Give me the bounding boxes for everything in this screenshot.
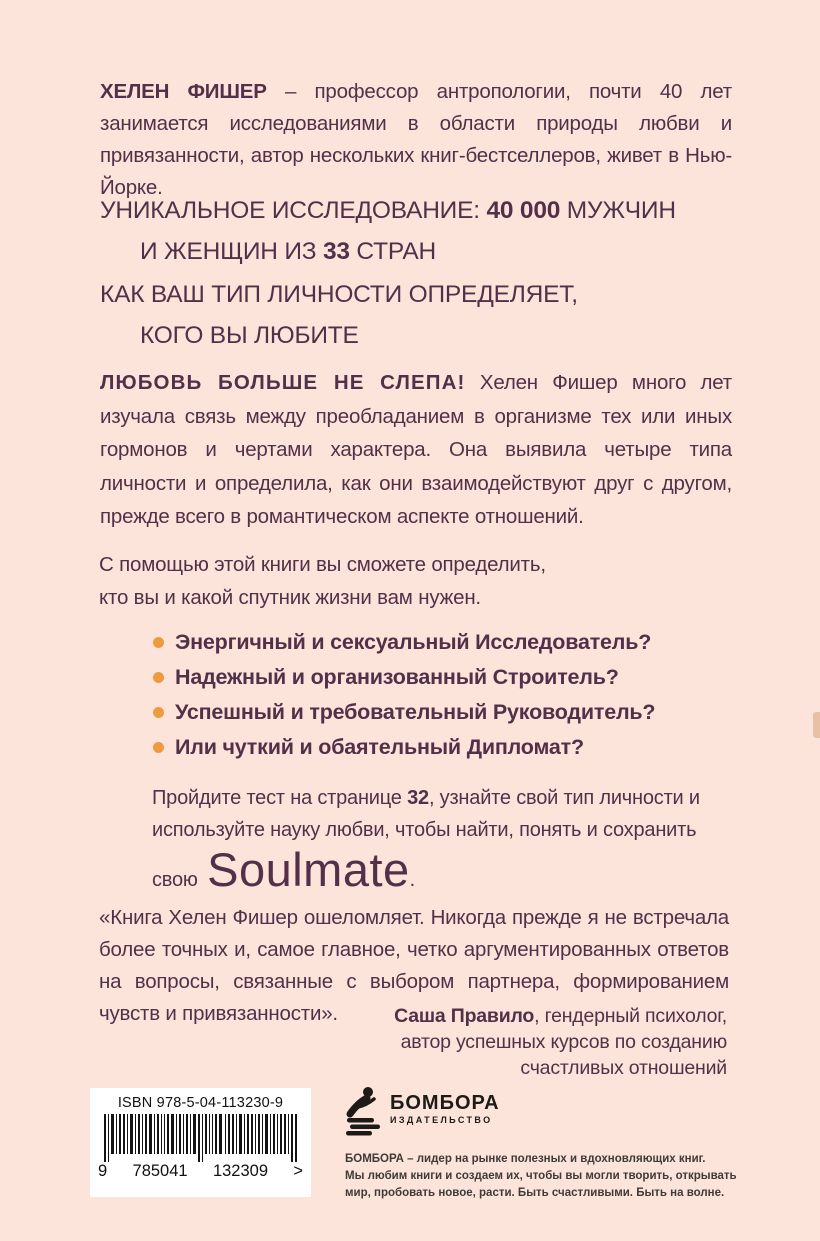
reviewer-quote: «Книга Хелен Фишер ошеломляет. Никогда прежде я не встречала более точных и, самое главное, четко аргументированных ответов на вопросы, связанные с выбором партнера, формированием чувств и привязанности». [99,906,729,1025]
test-invite-text: , узнайте свой тип личности и используйте науку любви, чтобы найти, понять и сохранить свою [152,787,700,891]
book-help-line1: С помощью этой книги вы сможете определить, [99,553,546,576]
love-paragraph [100,366,732,534]
publisher-description-line: БОМБОРА – лидер на рынке полезных и вдохновляющих книг. [345,1153,706,1165]
reviewer-attribution [100,1003,727,1081]
personality-headline [100,274,578,356]
test-invite-text: Пройдите тест на странице [152,787,408,809]
bullet-dot-icon [153,707,164,718]
publisher-description-line: Мы любим книги и создаем их, чтобы вы могли творить, открывать [345,1170,737,1182]
barcode-digit-left: 9 [98,1162,108,1180]
bullet-item [153,625,655,660]
research-headline-text: УНИКАЛЬНОЕ ИССЛЕДОВАНИЕ: [100,197,487,224]
research-headline-text: СТРАН [349,238,437,265]
research-headline-line2 [100,231,676,272]
research-count-men: 40 000 [486,197,561,224]
page-edge-mark [813,712,820,738]
research-headline-text: И ЖЕНЩИН ИЗ [140,238,323,265]
bullet-label: Успешный и требовательный Руководитель? [175,700,656,724]
bombora-surfer-icon [345,1086,381,1141]
author-bio [100,76,732,204]
barcode-digit-group: 785041 [132,1162,188,1180]
isbn-label: ISBN 978-5-04-113230-9 [117,1095,284,1111]
publisher-description-line: мир, пробовать новое, расти. Быть счастливыми. Быть на волне. [345,1187,725,1199]
barcode-arrow: > [293,1162,303,1180]
research-headline [100,190,676,272]
personality-headline-line2: КОГО ВЫ ЛЮБИТЕ [140,322,359,349]
love-lead-text: ЛЮБОВЬ БОЛЬШЕ НЕ СЛЕПА! [100,371,466,394]
bullet-label: Энергичный и сексуальный Исследователь? [175,630,652,654]
publisher-description [345,1151,745,1202]
book-help-paragraph [99,548,546,614]
personality-bullet-list [153,625,655,765]
publisher-name: БОМБОРА [390,1092,500,1114]
soulmate-word: Soulmate [207,843,410,896]
personality-headline-line1: КАК ВАШ ТИП ЛИЧНОСТИ ОПРЕДЕЛЯЕТ, [100,281,578,308]
research-headline-text: МУЖЧИН [560,197,676,224]
bullet-item [153,660,655,695]
reviewer-name: Саша Правило [394,1005,535,1027]
publisher-logo-text [390,1086,500,1125]
reviewer-role: , гендерный психолог, [534,1005,727,1027]
research-count-countries: 33 [322,238,350,265]
book-help-line2: кто вы и какой спутник жизни вам нужен. [99,586,481,609]
test-invite-paragraph [152,782,730,896]
attribution-line2: автор успешных курсов по созданию [400,1031,727,1053]
bullet-dot-icon [153,637,164,648]
author-name: ХЕЛЕН ФИШЕР [100,80,267,103]
attribution-line1 [100,1003,727,1029]
bullet-label: Или чуткий и обаятельный Дипломат? [175,735,584,759]
publisher-subtitle: ИЗДАТЕЛЬСТВО [390,1115,493,1125]
soulmate-period: . [409,869,416,891]
bullet-dot-icon [153,672,164,683]
love-body-text: Хелен Фишер много лет изучала связь между преобладанием в организме тех или иных гормонов и чертами характера. Она выявила четыре типа личности и определила, как они взаимодействуют друг с другом, прежде всего в романтическом аспекте отношений. [100,371,732,528]
barcode-bars [104,1114,297,1162]
bullet-item [153,730,655,765]
bullet-label: Надежный и организованный Строитель? [175,665,619,689]
research-headline-line1 [100,190,676,231]
barcode [90,1088,311,1197]
attribution-line3: счастливых отношений [520,1057,727,1079]
barcode-digit-group: 132309 [212,1162,268,1180]
bullet-dot-icon [153,742,164,753]
publisher-logo [345,1086,745,1141]
bullet-item [153,695,655,730]
publisher-block [345,1086,745,1202]
author-bio-text: – профессор антропологии, почти 40 лет занимается исследованиями в области природы любви и привязанности, автор нескольких книг-бестселлеров, живет в Нью-Йорке. [100,80,732,199]
barcode-digits [98,1162,303,1180]
test-page-number: 32 [407,787,429,809]
